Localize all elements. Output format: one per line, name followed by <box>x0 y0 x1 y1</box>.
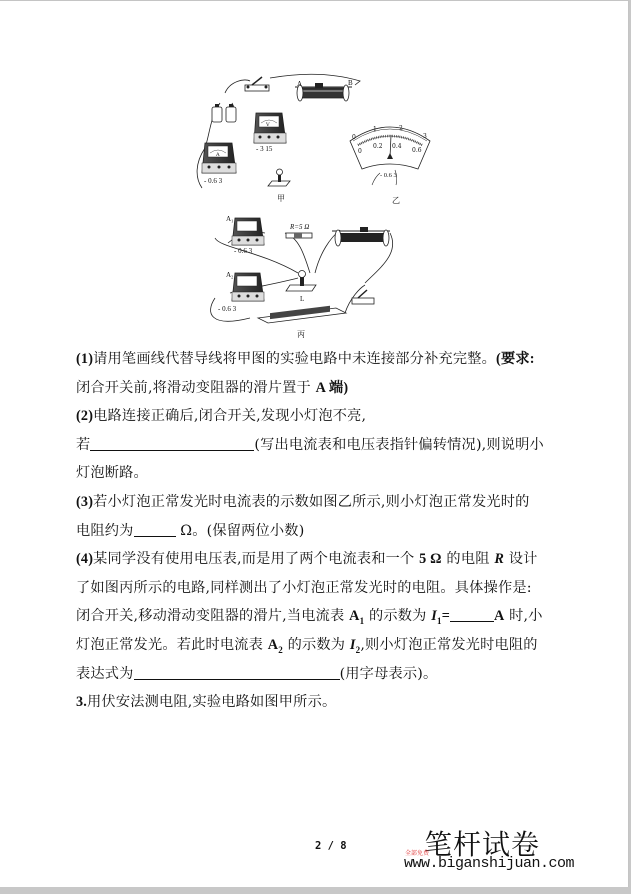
q2-line-3: 灯泡断路。 <box>76 465 148 482</box>
q2-line-1: (2)电路连接正确后,闭合开关,发现小灯泡不亮, <box>76 408 367 425</box>
svg-text:0.2: 0.2 <box>373 143 383 150</box>
answer-blank-q4-expression[interactable] <box>134 666 340 680</box>
rheostat-bing <box>332 227 390 246</box>
page-number: 2 / 8 <box>315 840 347 852</box>
q1-line-1: (1)请用笔画线代替导线将甲图的实验电路中未连接部分补充完整。(要求: <box>76 351 535 367</box>
q5-line-1: 3.用伏安法测电阻,实验电路如图甲所示。 <box>76 694 337 711</box>
q3-line-2: 电阻约为 Ω。(保留两位小数) <box>76 522 305 539</box>
svg-text:L: L <box>300 295 305 303</box>
voltmeter-jia <box>254 113 286 153</box>
svg-text:1: 1 <box>373 126 377 133</box>
ammeter-a2 <box>218 271 264 313</box>
ammeter-jia <box>202 143 236 185</box>
svg-text:R=5 Ω: R=5 Ω <box>290 223 310 231</box>
lamp-jia <box>268 169 290 186</box>
brand-url: www.biganshijuan.com <box>404 855 575 872</box>
svg-text:V: V <box>266 122 270 128</box>
svg-text:- 0.6 3: - 0.6 3 <box>234 247 253 255</box>
resistor-r <box>286 223 312 238</box>
svg-text:2: 2 <box>399 125 403 132</box>
svg-text:A₁: A₁ <box>226 215 234 223</box>
figure-label-bing: 丙 <box>297 330 305 339</box>
ammeter-a1 <box>226 215 264 255</box>
battery-icon <box>212 104 236 122</box>
battery-box-bing <box>258 306 346 323</box>
svg-text:- 0.6 3: - 0.6 3 <box>218 305 237 313</box>
q4-line-4: 灯泡正常发光。若此时电流表 $A_2$ 的示数为 $I_2$,则小灯泡正常发光时电阻的 <box>76 636 538 655</box>
answer-blank-q3[interactable] <box>134 523 176 537</box>
svg-text:0.6: 0.6 <box>412 147 422 154</box>
brand-title: 笔杆试卷 <box>424 828 541 861</box>
switch-bing <box>352 290 374 304</box>
answer-blank-q4-current[interactable] <box>450 608 494 622</box>
circuit-diagram-svg <box>190 73 450 343</box>
q4-line-1: (4)某同学没有使用电压表,而是用了两个电流表和一个 5 Ω 的电阻 R 设计 <box>76 551 538 568</box>
answer-blank-q2[interactable] <box>90 437 254 451</box>
svg-text:3: 3 <box>423 133 427 140</box>
svg-text:A: A <box>216 152 220 158</box>
rheostat-jia <box>295 79 353 101</box>
figure-label-jia: 甲 <box>277 194 285 203</box>
q4-line-3: 闭合开关,移动滑动变阻器的滑片,当电流表 $A_1$ 的示数为 $I_1= A$ 时,小 <box>76 608 543 627</box>
brand-tag: 全部免费 <box>405 850 430 857</box>
switch-jia <box>245 77 269 91</box>
svg-text:0: 0 <box>352 134 356 141</box>
q2-line-2: 若 (写出电流表和电压表指针偏转情况),则说明小 <box>76 436 544 453</box>
question-text <box>76 345 556 717</box>
lamp-l <box>286 271 316 304</box>
q4-line-5: 表达式为 (用字母表示)。 <box>76 665 438 682</box>
svg-text:- 3 15: - 3 15 <box>256 145 273 153</box>
svg-text:- 0.6 3: - 0.6 3 <box>204 177 223 185</box>
ammeter-dial-yi <box>350 125 430 185</box>
q3-line-1: (3)若小灯泡正常发光时电流表的示数如图乙所示,则小灯泡正常发光时的 <box>76 493 530 510</box>
figure-label-yi: 乙 <box>392 196 400 205</box>
svg-text:A: A <box>297 80 303 88</box>
q1-line-2: 闭合开关前,将滑动变阻器的滑片置于 A 端) <box>76 379 349 396</box>
svg-text:0: 0 <box>358 148 362 155</box>
q4-line-2: 了如图丙所示的电路,同样测出了小灯泡正常发光时的电阻。具体操作是: <box>76 579 532 596</box>
circuit-figure <box>190 73 450 343</box>
svg-text:A₂: A₂ <box>226 271 234 279</box>
svg-text:B: B <box>348 79 353 87</box>
svg-text:0.4: 0.4 <box>392 143 402 150</box>
svg-text:- 0.6 3: - 0.6 3 <box>380 172 397 179</box>
